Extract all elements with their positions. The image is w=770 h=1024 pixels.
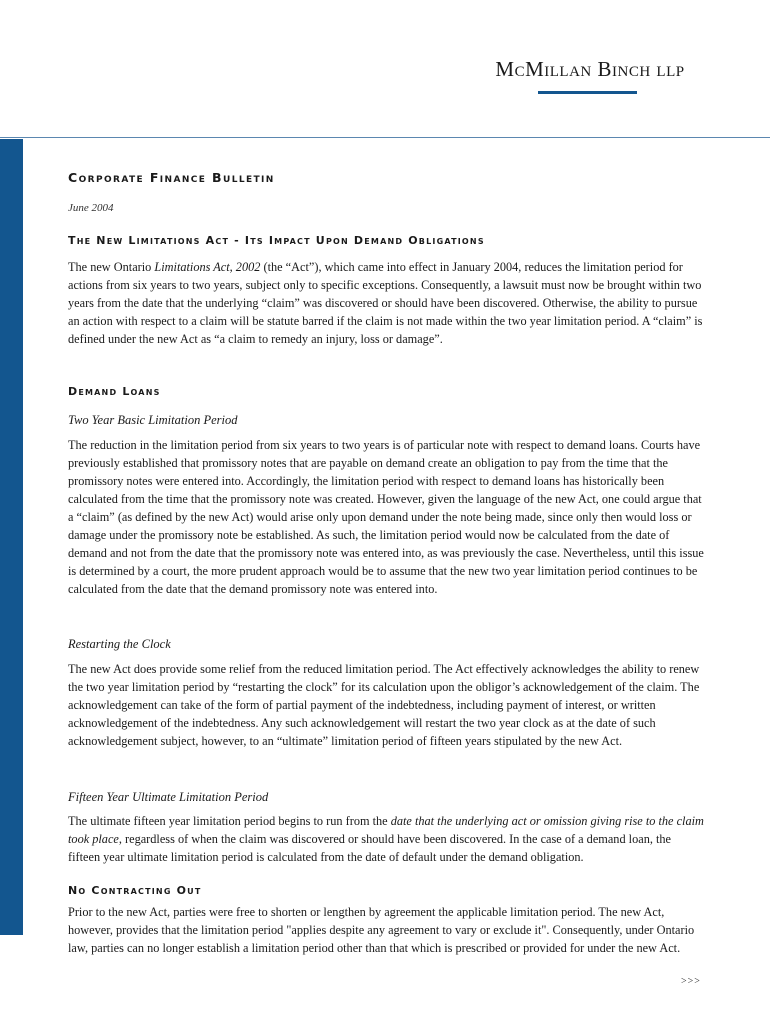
emphasis-italic: date that the underlying act or omission giving rise to the claim took place [68, 814, 704, 846]
bulletin-title: Corporate Finance Bulletin [68, 170, 275, 185]
section-heading-no-contracting-out: No Contracting Out [68, 884, 202, 897]
paragraph-two-year: The reduction in the limitation period from six years to two years is of particular note with respect to demand loans. Courts have previously established that promissory notes that are payable on demand create an obligation to pay from the time that the promissory notes were entered into. Accordingly, the limitation period with respect to demand loans has historically been calculated from the time that the promissory note was created. However, given the language of the new Act, one could argue that a “claim” (as defined by the new Act) would arise only upon demand under the note being made, since only then would loss or damage under the promissory note be established. As such, the limitation period would now be calculated from the date of demand and not from the date that the promissory note was entered into, as was previously the case. Nevertheless, until this issue is determined by a court, the more prudent approach would be to assume that the new two year limitation period continues to be calculated from the date that the demand promissory note was entered into. [68, 438, 704, 596]
side-accent-bar [0, 139, 23, 935]
bulletin-date: June 2004 [68, 202, 114, 214]
firm-name: McMillan Binch llp [495, 57, 685, 81]
continue-marker: >>> [681, 976, 701, 987]
firm-name-underline [538, 91, 637, 94]
paragraph-text: (the “Act”), which came into effect in January 2004, reduces the limitation period for actions from six years to two years, subject only to specific exceptions. Consequently, a lawsuit must now be brought within two years from the date that the underlying “claim” was discovered or should have been discovered. Otherwise, the ability to pursue an action with respect to a claim will be statute barred if the claim is not made within the two year limitation period. A “claim” is defined under the new Act as “a claim to remedy an injury, loss or damage”. [68, 260, 703, 346]
paragraph-intro [68, 258, 704, 348]
paragraph-text: The ultimate fifteen year limitation period begins to run from the [68, 814, 391, 828]
paragraph-text: The new Ontario [68, 260, 155, 274]
act-title-italic: Limitations Act, 2002 [154, 260, 261, 274]
section-heading-demand-loans: Demand Loans [68, 385, 161, 398]
subheading-restarting-clock: Restarting the Clock [68, 637, 171, 651]
header-rule [0, 137, 770, 138]
subheading-two-year: Two Year Basic Limitation Period [68, 413, 238, 427]
paragraph-restarting-clock: The new Act does provide some relief from the reduced limitation period. The Act effectively acknowledges the ability to renew the two year limitation period by “restarting the clock” for its calculation upon the obligor’s acknowledgement of the claim. The acknowledgement can take of the form of partial payment of the indebtedness, including payment of interest, or written acknowledgement of the indebtedness. Any such acknowledgement will restart the two year clock as at the date of such acknowledgement subject, however, to an “ultimate” limitation period of fifteen years stipulated by the new Act. [68, 662, 700, 748]
paragraph-fifteen-year [68, 812, 704, 866]
paragraph-text: , regardless of when the claim was discovered or should have been discovered. In the case of a demand loan, the fifteen year ultimate limitation period is calculated from the date of default under the demand obligation. [68, 832, 672, 864]
subheading-fifteen-year: Fifteen Year Ultimate Limitation Period [68, 790, 269, 804]
paragraph-no-contracting-out: Prior to the new Act, parties were free to shorten or lengthen by agreement the applicable limitation period. The new Act, however, provides that the limitation period "applies despite any agreement to vary or exclude it". Consequently, under Ontario law, parties can no longer establish a limitation period other than that which is prescribed or provided for under the new Act. [68, 905, 695, 955]
section-heading-limitations-act: The New Limitations Act - Its Impact Upon Demand Obligations [68, 234, 485, 247]
